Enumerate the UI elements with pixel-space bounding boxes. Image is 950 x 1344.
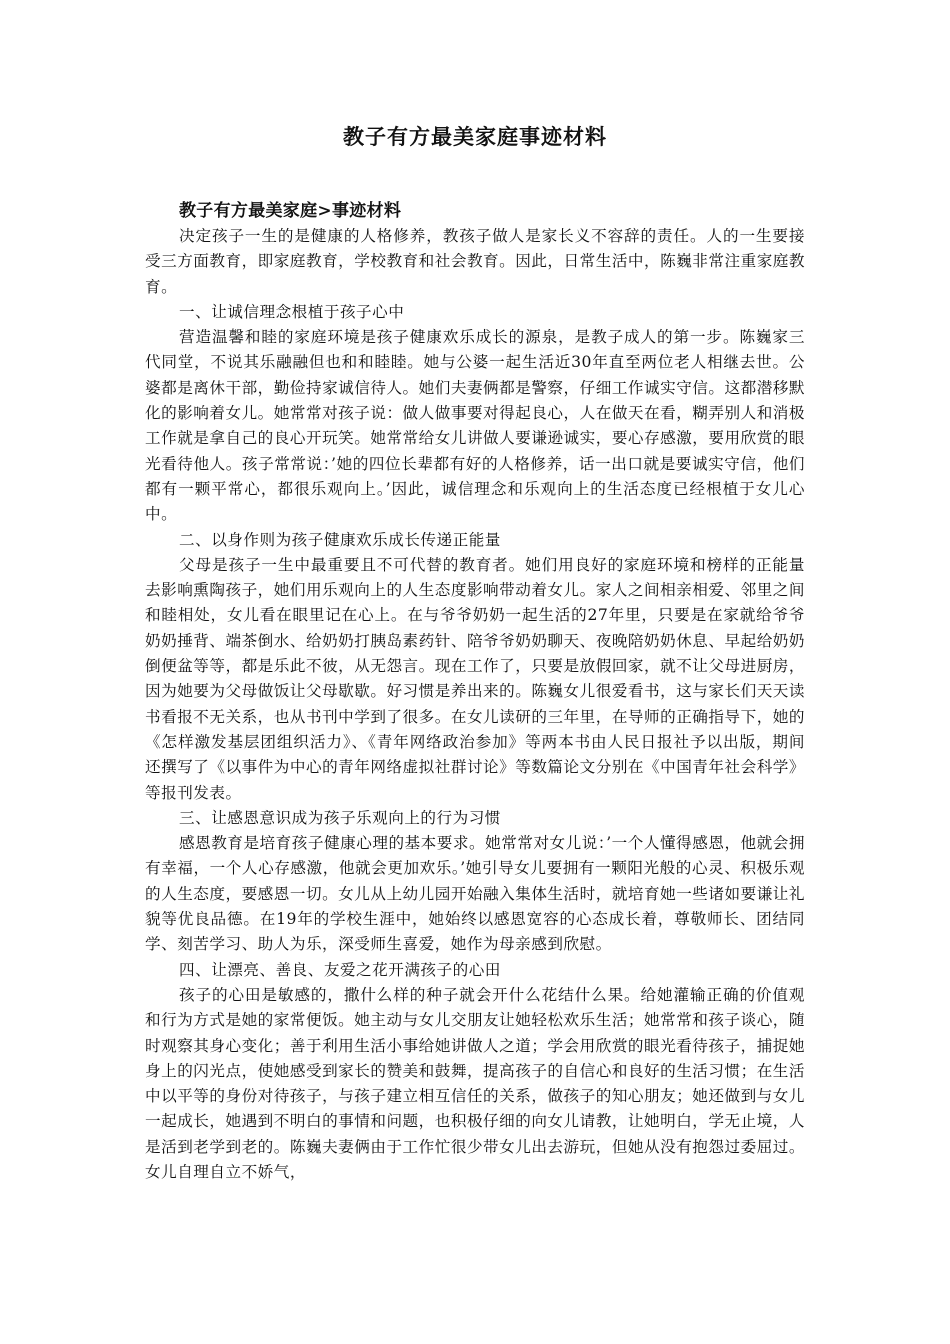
section-heading: 二、以身作则为孩子健康欢乐成长传递正能量 — [179, 530, 501, 549]
section-heading: 一、让诚信理念根植于孩子心中 — [179, 302, 405, 321]
section-heading: 三、让感恩意识成为孩子乐观向上的行为习惯 — [179, 808, 501, 827]
section-paragraph: 孩子的心田是敏感的，撒什么样的种子就会开什么花结什么果。给她灌输正确的价值观和行为方式是她的家常便饭。她主动与女儿交朋友让她轻松欢乐生活；她常常和孩子谈心，随时观察其身心变化；善于利用生活小事给她讲做人之道；学会用欣赏的眼光看待孩子，捕捉她身上的闪光点，使她感受到家长的赞美和鼓舞，提高孩子的自信心和良好的生活习惯；在生活中以平等的身份对待孩子，与孩子建立相互信任的关系，做孩子的知心朋友；她还做到与女儿一起成长，她遇到不明白的事情和问题，也积极仔细的向女儿请教，让她明白，学无止境，人是活到老学到老的。陈巍夫妻俩由于工作忙很少带女儿出去游玩，但她从没有抱怨过委屈过。女儿自理自立不娇气， — [145, 985, 805, 1181]
section-paragraph: 感恩教育是培育孩子健康心理的基本要求。她常常对女儿说：’一个人懂得感恩，他就会拥有幸福，一个人心存感激，他就会更加欢乐。’她引导女儿要拥有一颗阳光般的心灵、积极乐观的人生态度，要感恩一切。女儿从上幼儿园开始融入集体生活时，就培育她一些诸如要谦让礼貌等优良品德。在19年的学校生涯中，她始终以感恩宽容的心态成长着，尊敬师长、团结同学、刻苦学习、助人为乐，深受师生喜爱，她作为母亲感到欣慰。 — [145, 834, 805, 954]
document-body — [145, 198, 805, 1185]
section-heading: 四、让漂亮、善良、友爱之花开满孩子的心田 — [179, 960, 501, 979]
intro-paragraph: 决定孩子一生的是健康的人格修养，教孩子做人是家长义不容辞的责任。人的一生要接受三方面教育，即家庭教育，学校教育和社会教育。因此，日常生活中，陈巍非常注重家庭教育。 — [145, 227, 805, 296]
section-paragraph: 营造温馨和睦的家庭环境是孩子健康欢乐成长的源泉，是教子成人的第一步。陈巍家三代同堂，不说其乐融融但也和和睦睦。她与公婆一起生活近30年直至两位老人相继去世。公婆都是离休干部，勤俭持家诚信待人。她们夫妻俩都是警察，仔细工作诚实守信。这都潜移默化的影响着女儿。她常常对孩子说：做人做事要对得起良心，人在做天在看，糊弄别人和消极工作就是拿自己的良心开玩笑。她常常给女儿讲做人要谦逊诚实，要心存感激，要用欣赏的眼光看待他人。孩子常常说：’她的四位长辈都有好的人格修养，话一出口就是要诚实守信，他们都有一颗平常心，都很乐观向上。’因此，诚信理念和乐观向上的生活态度已经根植于女儿心中。 — [145, 328, 805, 524]
section-paragraph: 父母是孩子一生中最重要且不可代替的教育者。她们用良好的家庭环境和榜样的正能量去影响熏陶孩子，她们用乐观向上的人生态度影响带动着女儿。家人之间相亲相爱、邻里之间和睦相处，女儿看在眼里记在心上。在与爷爷奶奶一起生活的27年里，只要是在家就给爷爷奶奶捶背、端茶倒水、给奶奶打胰岛素药针、陪爷爷奶奶聊天、夜晚陪奶奶休息、早起给奶奶倒便盆等等，都是乐此不彼，从无怨言。现在工作了，只要是放假回家，就不让父母进厨房，因为她要为父母做饭让父母歇歇。好习惯是养出来的。陈巍女儿很爱看书，这与家长们天天读书看报不无关系，也从书刊中学到了很多。在女儿读研的三年里，在导师的正确指导下，她的《怎样激发基层团组织活力》、《青年网络政治参加》等两本书由人民日报社予以出版，期间还撰写了《以事件为中心的青年网络虚拟社群讨论》等数篇论文分别在《中国青年社会科学》等报刊发表。 — [145, 555, 805, 802]
document-title: 教子有方最美家庭事迹材料 — [343, 124, 607, 149]
document-subtitle: 教子有方最美家庭>事迹材料 — [179, 201, 402, 221]
